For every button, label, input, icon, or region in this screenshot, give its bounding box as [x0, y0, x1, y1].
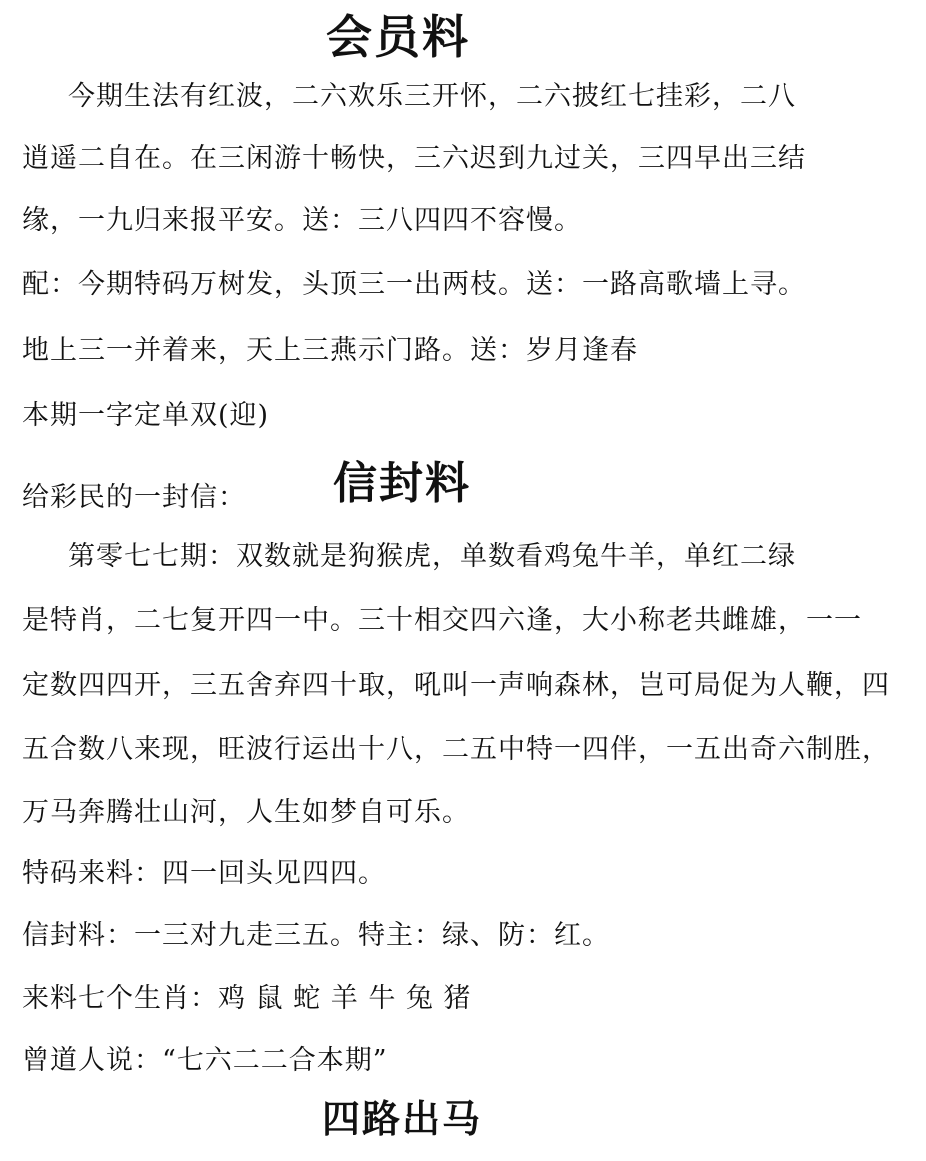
special-code-line: 特码来料：四一回头见四四。 [22, 858, 386, 889]
member-line-6: 本期一字定单双(迎) [22, 400, 270, 431]
letter-line-4: 五合数八来现，旺波行运出十八，二五中特一四伴，一五出奇六制胜， [22, 734, 890, 765]
daoist-saying-line: 曾道人说：“七六二二合本期” [22, 1045, 388, 1076]
letter-line-3: 定数四四开，三五舍弃四十取，吼叫一声响森林，岂可局促为人鞭，四 [22, 670, 890, 701]
member-line-5: 地上三一并着来，天上三燕示门路。送：岁月逢春 [22, 335, 638, 366]
letter-line-5: 万马奔腾壮山河，人生如梦自可乐。 [22, 797, 470, 828]
member-line-3: 缘，一九归来报平安。送：三八四四不容慢。 [22, 205, 582, 236]
zodiac-seven-line: 来料七个生肖：鸡 鼠 蛇 羊 牛 兔 猪 [22, 983, 472, 1014]
letter-line-2: 是特肖，二七复开四一中。三十相交四六逢，大小称老共雌雄，一一 [22, 605, 862, 636]
member-line-1: 今期生法有红波，二六欢乐三开怀，二六披红七挂彩，二八 [68, 81, 796, 112]
letter-line-1: 第零七七期：双数就是狗猴虎，单数看鸡兔牛羊，单红二绿 [68, 541, 796, 572]
letter-header: 给彩民的一封信： [22, 482, 246, 513]
envelope-title: 信封料 [333, 458, 471, 509]
bottom-title: 四路出马 [322, 1096, 483, 1141]
envelope-note-line: 信封料：一三对九走三五。特主：绿、防：红。 [22, 920, 610, 951]
member-line-2: 逍遥二自在。在三闲游十畅快，三六迟到九过关，三四早出三结 [22, 143, 806, 174]
member-line-4: 配：今期特码万树发，头顶三一出两枝。送：一路高歌墙上寻。 [22, 269, 806, 300]
member-title: 会员料 [326, 10, 470, 64]
